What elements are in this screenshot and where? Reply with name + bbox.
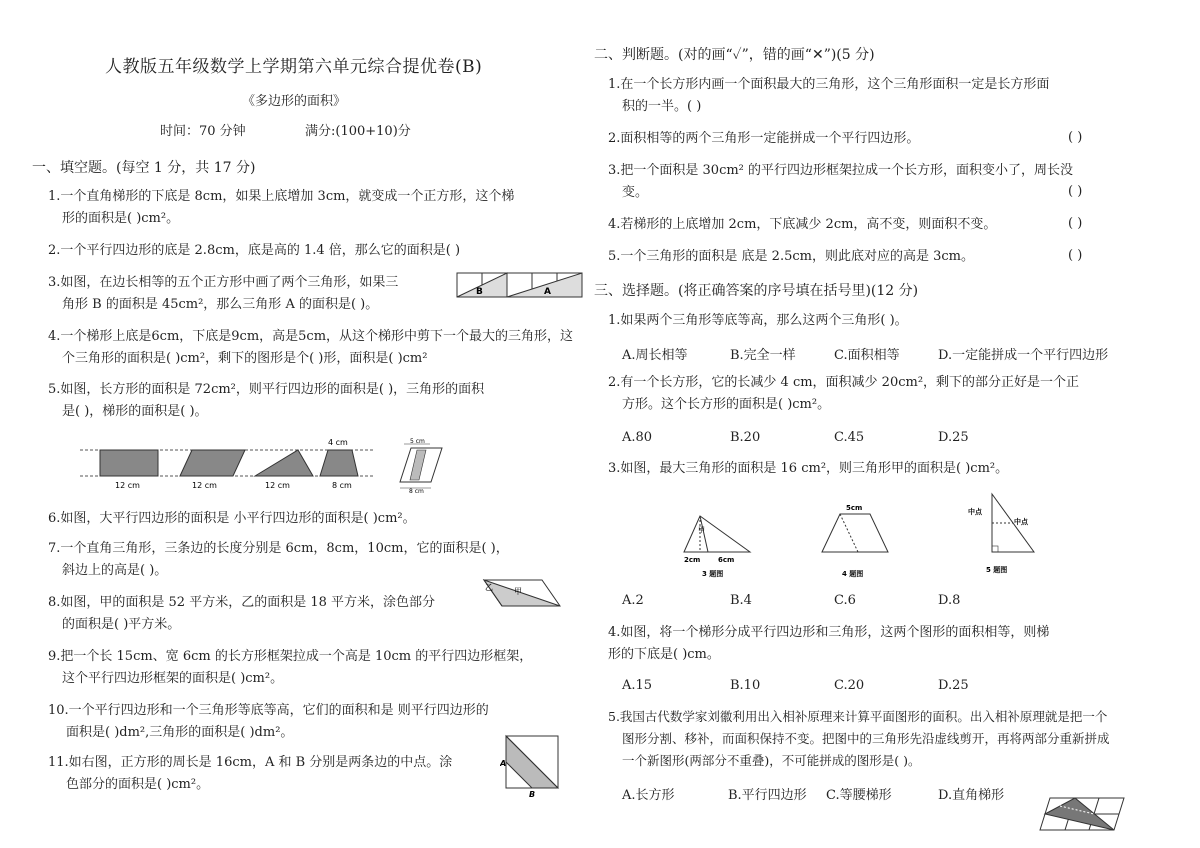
s2-q1-line1: 1.在一个长方形内画一个面积最大的三角形，这个三角形面积一定是长方形面: [608, 77, 1050, 92]
s1-q3-line2: 角形 B 的面积是 45cm²，那么三角形 A 的面积是( )。: [62, 297, 379, 312]
s1-q9: [48, 646, 532, 690]
s3-q1-option-a: A.周长相等: [622, 348, 688, 363]
triangle-base-label: 12 cm: [265, 481, 290, 490]
small-top-label: 5 cm: [410, 438, 425, 445]
s2-q1: [608, 74, 1049, 118]
s1-q2: [48, 240, 460, 262]
s1-q8-line2: 的面积是( )平方米。: [62, 617, 181, 632]
trapezoid-top-label: 4 cm: [328, 438, 348, 447]
s3-q2-option-c: C.45: [834, 430, 865, 445]
s1-q3: [48, 272, 398, 316]
s2-q3-line2: 变。: [622, 185, 649, 200]
triangle-b-label: B: [476, 287, 483, 297]
s3-q1-option-c: C.面积相等: [834, 348, 900, 363]
s3-q4: [608, 622, 1049, 666]
s3-q4-line2: 形的下底是( )cm。: [608, 647, 720, 662]
s3-q3-option-d: D.8: [938, 593, 961, 608]
s2-q2: [608, 128, 919, 150]
s2-q3: [608, 160, 1073, 204]
q5-grid-figure: [1036, 794, 1126, 834]
parallelogram-base-label: 12 cm: [192, 481, 217, 490]
midpoint-label-left: 中点: [968, 508, 982, 516]
s3-q4-option-c: C.20: [834, 678, 865, 693]
s3-q1: [608, 310, 908, 332]
s3-q2-option-a: A.80: [622, 430, 653, 445]
midpoint-label-right: 中点: [1014, 518, 1028, 526]
s1-q8: [48, 592, 435, 636]
s2-q1-line2: 积的一半。( ): [622, 99, 702, 114]
fig3-triangle: [680, 496, 756, 580]
s1-q6-line1: 6.如图，大平行四边形的面积是 小平行四边形的面积是( )cm²。: [48, 511, 416, 526]
s1-q4-line1: 4.一个梯形上底是6cm，下底是9cm，高是5cm，从这个梯形中剪下一个最大的三角形，这: [48, 329, 574, 344]
s1-q7-line2: 斜边上的高是( )。: [62, 563, 168, 578]
s3-q5-line3: 一个新图形(两部分不重叠)，不可能拼成的图形是( )。: [622, 753, 921, 768]
s3-q3: [608, 458, 1008, 480]
page-subtitle: 《多边形的面积》: [242, 94, 347, 109]
s1-q2-line1: 2.一个平行四边形的底是 2.8cm，底是高的 1.4 倍，那么它的面积是( ): [48, 243, 461, 258]
section2-heading: 二、判断题。(对的画“✓”，错的画“✕”)(5 分): [594, 47, 875, 63]
s1-q5-line1: 5.如图，长方形的面积是 72cm²，则平行四边形的面积是( )，三角形的面积: [48, 382, 485, 397]
s2-q5-line1: 5.一个三角形的面积是 底是 2.5cm，则此底对应的高是 3cm。: [608, 249, 974, 264]
five-squares-figure: [456, 272, 586, 298]
fig3-6cm: 6cm: [718, 556, 735, 564]
fig4-top-label: 5cm: [846, 504, 863, 512]
fig5-right-triangle: [962, 490, 1042, 580]
s3-q4-option-a: A.15: [622, 678, 653, 693]
exam-time: 时间：70 分钟: [160, 124, 246, 139]
s3-q3-option-b: B.4: [730, 593, 752, 608]
s1-q7-line1: 7.一个直角三角形，三条边的长度分别是 6cm，8cm，10cm，它的面积是( )，: [48, 541, 509, 556]
s3-q2-line1: 2.有一个长方形，它的长减少 4 cm，面积减少 20cm²，剩下的部分正好是一个正: [608, 375, 1080, 390]
s3-q1-option-d: D.一定能拼成一个平行四边形: [938, 348, 1109, 363]
s1-q6: [48, 508, 416, 530]
fig3-2cm: 2cm: [684, 556, 701, 564]
q6-parallelogram-figure: [396, 436, 446, 494]
point-a-label: A: [500, 759, 507, 768]
s3-q5-option-b: B.平行四边形: [728, 788, 807, 803]
fig3-caption: 3 题图: [702, 570, 724, 578]
s3-q4-option-d: D.25: [938, 678, 969, 693]
s3-q3-option-c: C.6: [834, 593, 856, 608]
q8-figure: [480, 576, 564, 610]
s2-q3-line1: 3.把一个面积是 30cm² 的平行四边形框架拉成一个长方形，面积变小了，周长没: [608, 163, 1074, 178]
s3-q1-options: [622, 344, 1182, 362]
s1-q5-line2: 是( )，梯形的面积是( )。: [62, 404, 208, 419]
s3-q5-option-a: A.长方形: [622, 788, 675, 803]
s3-q1-line1: 1.如果两个三角形等底等高，那么这两个三角形( )。: [608, 313, 908, 328]
s3-q2-option-b: B.20: [730, 430, 761, 445]
s1-q4-line2: 个三角形的面积是( )cm²，剩下的图形是个( )形，面积是( )cm²: [62, 351, 428, 366]
jia-label-fig3: 甲: [698, 526, 705, 534]
s1-q11-line1: 11.如右图，正方形的周长是 16cm，A 和 B 分别是两条边的中点。涂: [48, 755, 453, 770]
s1-q3-line1: 3.如图，在边长相等的五个正方形中画了两个三角形，如果三: [48, 275, 399, 290]
s2-q4: [608, 214, 996, 236]
s1-q9-line2: 这个平行四边形框架的面积是( )cm²。: [62, 671, 284, 686]
s2-q5: [608, 246, 974, 268]
s1-q11: [48, 752, 452, 796]
jia-label: 甲: [514, 587, 522, 596]
q11-square-figure: [500, 734, 562, 798]
fig4-caption: 4 题图: [842, 570, 864, 578]
s1-q1: [48, 186, 514, 230]
rect-base-label: 12 cm: [115, 481, 140, 490]
yi-label: 乙: [485, 583, 493, 592]
s3-q5-option-d: D.直角梯形: [938, 788, 1005, 803]
s1-q8-line1: 8.如图，甲的面积是 52 平方米，乙的面积是 18 平方米，涂色部分: [48, 595, 436, 610]
s2-q4-bracket: ( ): [1068, 216, 1083, 231]
s2-q2-line1: 2.面积相等的两个三角形一定能拼成一个平行四边形。: [608, 131, 920, 146]
s1-q4: [48, 326, 573, 370]
s3-q4-options: [622, 678, 1182, 696]
s1-q10: [48, 700, 489, 744]
s3-q5: [608, 706, 1110, 772]
s3-q5-line2: 图形分割、移补，而面积保持不变。把图中的三角形先沿虚线剪开，再将两部分重新拼成: [622, 731, 1110, 746]
trapezoid-base-label: 8 cm: [332, 481, 352, 490]
section3-heading: 三、选择题。(将正确答案的序号填在括号里)(12 分): [594, 283, 919, 299]
s3-q2-options: [622, 430, 1182, 448]
exam-score: 满分:(100+10)分: [305, 124, 411, 139]
triangle-a-label: A: [544, 287, 551, 297]
s3-q3-option-a: A.2: [622, 593, 644, 608]
s1-q11-line2: 色部分的面积是( )cm²。: [66, 777, 210, 792]
s3-q4-line1: 4.如图，将一个梯形分成平行四边形和三角形，这两个图形的面积相等，则梯: [608, 625, 1050, 640]
fig5-caption: 5 题图: [986, 566, 1008, 574]
s1-q1-line2: 形的面积是( )cm²。: [62, 211, 180, 226]
s3-q2-option-d: D.25: [938, 430, 969, 445]
s3-q2-line2: 方形。这个长方形的面积是( )cm²。: [622, 397, 831, 412]
fig4-trapezoid: [818, 500, 894, 580]
s1-q1-line1: 1.一个直角梯形的下底是 8cm，如果上底增加 3cm，就变成一个正方形，这个梯: [48, 189, 515, 204]
s1-q9-line1: 9.把一个长 15cm、宽 6cm 的长方形框架拉成一个高是 10cm 的平行四边形框架，: [48, 649, 533, 664]
s2-q3-bracket: ( ): [1068, 184, 1083, 199]
s2-q5-bracket: ( ): [1068, 248, 1083, 263]
s2-q4-line1: 4.若梯形的上底增加 2cm，下底减少 2cm，高不变，则面积不变。: [608, 217, 997, 232]
point-b-label: B: [529, 790, 536, 798]
s3-q1-option-b: B.完全一样: [730, 348, 796, 363]
s3-q3-options: [622, 593, 1182, 611]
s1-q7: [48, 538, 509, 582]
big-base-label: 8 cm: [409, 488, 424, 494]
s3-q5-option-c: C.等腰梯形: [826, 788, 892, 803]
s1-q5: [48, 379, 484, 423]
s3-q3-line1: 3.如图，最大三角形的面积是 16 cm²，则三角形甲的面积是( )cm²。: [608, 461, 1009, 476]
q5-shapes-figure: [80, 436, 380, 494]
s2-q2-bracket: ( ): [1068, 130, 1083, 145]
section1-heading: 一、填空题。(每空 1 分，共 17 分): [32, 160, 256, 176]
s3-q5-options: [622, 784, 1042, 802]
s3-q2: [608, 372, 1079, 416]
page-title: 人教版五年级数学上学期第六单元综合提优卷(B): [105, 57, 483, 77]
s1-q10-line1: 10.一个平行四边形和一个三角形等底等高，它们的面积和是 则平行四边形的: [48, 703, 489, 718]
s3-q5-line1: 5.我国古代数学家刘徽利用出入相补原理来计算平面图形的面积。出入相补原理就是把一个: [608, 709, 1108, 724]
s1-q10-line2: 面积是( )dm²,三角形的面积是( )dm²。: [66, 725, 294, 740]
s3-q4-option-b: B.10: [730, 678, 761, 693]
